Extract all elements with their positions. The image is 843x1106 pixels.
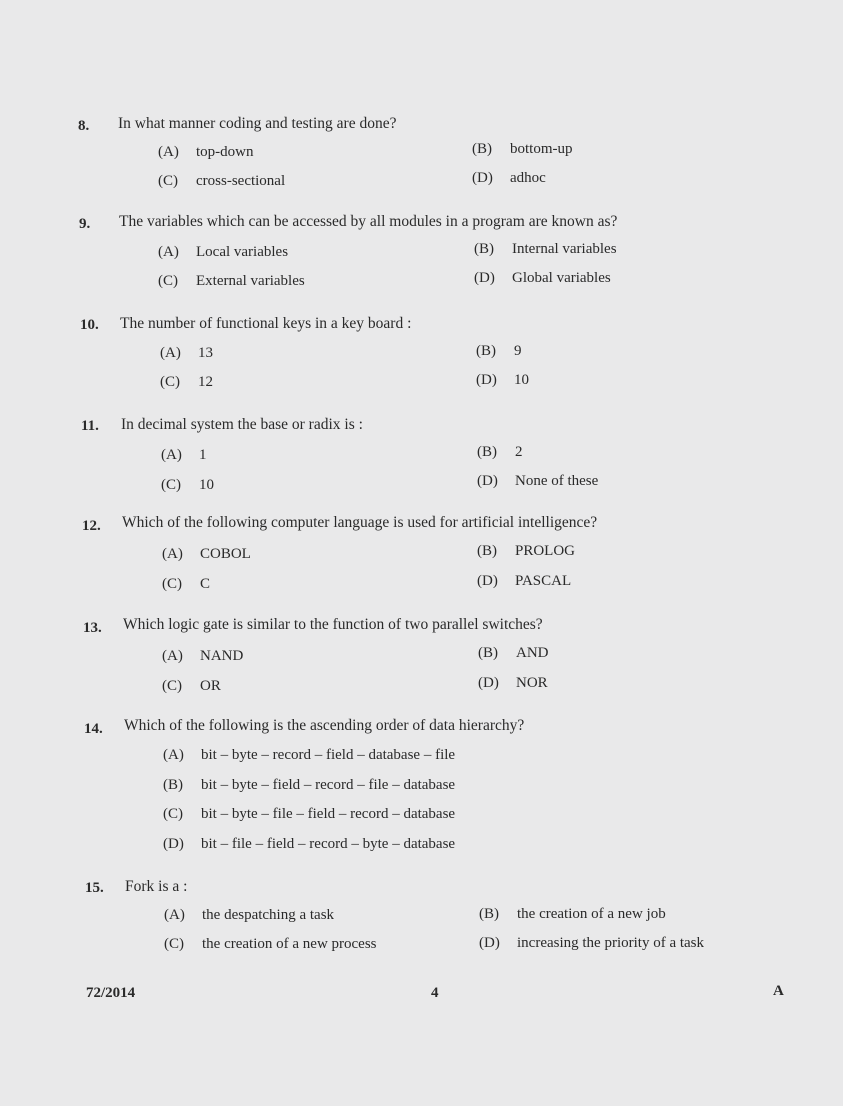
option-label: (D) — [477, 473, 498, 489]
page-number: 4 — [431, 985, 439, 1001]
option-d — [474, 270, 611, 287]
option-text: increasing the priority of a task — [517, 935, 705, 951]
option-label: (B) — [476, 343, 496, 359]
question-number: 10. — [80, 317, 99, 333]
option-label: (D) — [478, 675, 499, 691]
option-text: None of these — [515, 473, 599, 489]
question-13 — [0, 616, 843, 696]
option-d — [478, 675, 548, 692]
option-text: the despatching a task — [202, 907, 335, 923]
paper-code: 72/2014 — [86, 985, 136, 1001]
question-set: A — [773, 983, 784, 999]
option-label: (D) — [163, 836, 184, 852]
question-number: 13. — [83, 620, 102, 636]
option-text: the creation of a new job — [517, 906, 666, 922]
option-text: 9 — [514, 343, 522, 359]
option-d — [472, 170, 546, 187]
option-label: (D) — [472, 170, 493, 186]
option-a — [163, 747, 455, 764]
option-d — [477, 473, 598, 490]
question-8 — [0, 115, 843, 195]
question-number: 12. — [82, 518, 101, 534]
option-label: (D) — [476, 372, 497, 388]
option-text: 10 — [199, 477, 214, 493]
option-label: (A) — [163, 747, 184, 763]
option-text: Local variables — [196, 244, 289, 260]
question-text: Fork is a : — [125, 878, 188, 895]
question-number: 14. — [84, 721, 103, 737]
question-11 — [0, 415, 843, 495]
option-c — [158, 273, 305, 290]
option-c — [163, 806, 455, 823]
option-text: bit – file – field – record – byte – database — [201, 836, 456, 852]
question-15 — [0, 877, 843, 957]
option-text: OR — [200, 678, 221, 694]
option-b — [163, 777, 455, 794]
option-d — [479, 935, 704, 952]
option-d — [163, 836, 455, 853]
option-label: (D) — [474, 270, 495, 286]
question-number: 8. — [78, 118, 90, 134]
option-label: (C) — [163, 806, 183, 822]
option-a — [158, 244, 288, 261]
option-text: 12 — [198, 374, 213, 390]
question-number: 11. — [81, 418, 99, 434]
option-label: (B) — [163, 777, 183, 793]
option-label: (A) — [164, 907, 185, 923]
option-b — [479, 906, 666, 923]
question-number: 15. — [85, 880, 104, 896]
option-label: (C) — [160, 374, 180, 390]
option-text: 2 — [515, 444, 523, 460]
option-text: bit – byte – field – record – file – database — [201, 777, 456, 793]
option-label: (A) — [161, 447, 182, 463]
question-text: Which of the following is the ascending order of data hierarchy? — [124, 717, 525, 734]
option-text: AND — [516, 645, 549, 661]
option-label: (C) — [162, 678, 182, 694]
option-label: (C) — [161, 477, 181, 493]
option-a — [158, 144, 254, 161]
option-label: (B) — [477, 444, 497, 460]
option-label: (D) — [477, 573, 498, 589]
option-c — [160, 374, 213, 391]
option-text: Global variables — [512, 270, 611, 286]
option-text: bit – byte – file – field – record – database — [201, 806, 456, 822]
option-label: (C) — [162, 576, 182, 592]
option-text: 1 — [199, 447, 207, 463]
option-text: adhoc — [510, 170, 546, 186]
option-text: C — [200, 576, 211, 592]
question-9 — [0, 213, 843, 293]
question-text: In decimal system the base or radix is : — [121, 416, 363, 433]
option-label: (C) — [158, 173, 178, 189]
option-label: (C) — [164, 936, 184, 952]
option-text: top-down — [196, 144, 254, 160]
question-12 — [0, 514, 843, 594]
option-label: (A) — [158, 244, 179, 260]
option-text: PASCAL — [515, 573, 572, 589]
option-c — [164, 936, 377, 953]
question-number: 9. — [79, 216, 91, 232]
option-a — [164, 907, 334, 924]
question-10 — [0, 314, 843, 394]
option-b — [477, 444, 523, 461]
option-text: 10 — [514, 372, 529, 388]
option-text: PROLOG — [515, 543, 576, 559]
option-label: (C) — [158, 273, 178, 289]
question-14 — [0, 717, 843, 857]
option-label: (A) — [158, 144, 179, 160]
question-text: In what manner coding and testing are done? — [118, 115, 397, 132]
option-a — [162, 648, 243, 665]
option-b — [474, 241, 617, 258]
option-label: (B) — [474, 241, 494, 257]
question-text: Which logic gate is similar to the function of two parallel switches? — [123, 616, 543, 633]
question-text: Which of the following computer language is used for artificial intelligence? — [122, 514, 598, 531]
option-label: (A) — [162, 546, 183, 562]
option-a — [160, 345, 213, 362]
option-b — [478, 645, 549, 662]
option-c — [162, 576, 210, 593]
option-label: (A) — [160, 345, 181, 361]
option-a — [161, 447, 207, 464]
option-text: NAND — [200, 648, 244, 664]
option-text: cross-sectional — [196, 173, 286, 189]
option-text: COBOL — [200, 546, 251, 562]
option-text: the creation of a new process — [202, 936, 377, 952]
option-b — [477, 543, 575, 560]
option-c — [161, 477, 214, 494]
option-c — [162, 678, 221, 695]
option-text: bit – byte – record – field – database – file — [201, 747, 456, 763]
option-d — [476, 372, 529, 389]
option-b — [472, 141, 573, 158]
option-label: (B) — [477, 543, 497, 559]
option-label: (B) — [478, 645, 498, 661]
option-label: (A) — [162, 648, 183, 664]
question-text: The number of functional keys in a key board : — [120, 315, 412, 332]
option-label: (D) — [479, 935, 500, 951]
question-text: The variables which can be accessed by all modules in a program are known as? — [119, 213, 618, 230]
option-text: External variables — [196, 273, 305, 289]
option-label: (B) — [479, 906, 499, 922]
option-label: (B) — [472, 141, 492, 157]
option-a — [162, 546, 251, 563]
option-b — [476, 343, 522, 360]
option-c — [158, 173, 285, 190]
option-text: NOR — [516, 675, 548, 691]
option-text: Internal variables — [512, 241, 617, 257]
option-d — [477, 573, 571, 590]
option-text: 13 — [198, 345, 213, 361]
option-text: bottom-up — [510, 141, 573, 157]
